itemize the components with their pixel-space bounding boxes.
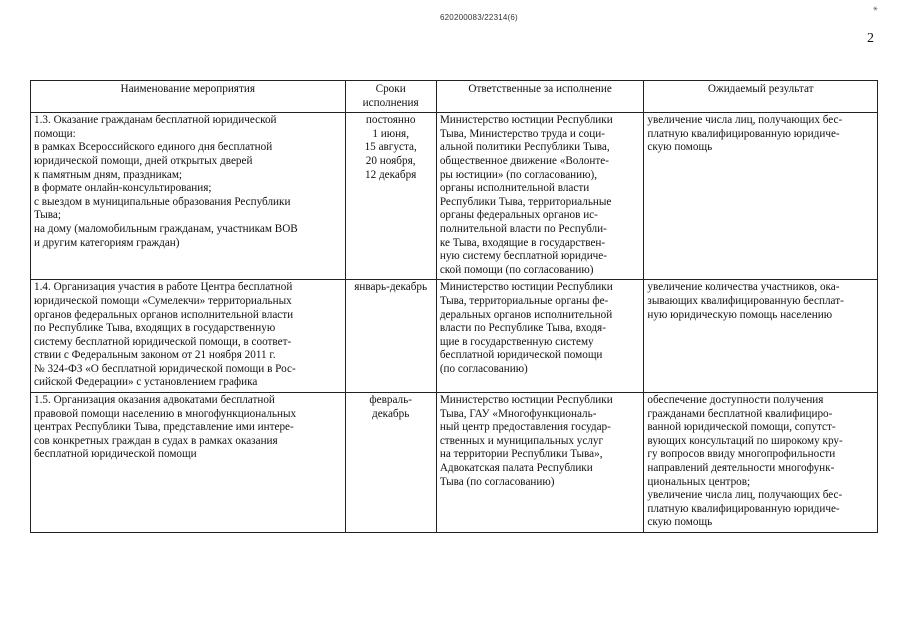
expected-result-line: скую помощь (647, 141, 713, 154)
expected-result-cell (644, 113, 878, 280)
responsible-line: Министерство юстиции Республики (439, 114, 613, 127)
responsible-line: Тыва, территориальные органы фе- (439, 294, 609, 307)
expected-result-line: обеспечение доступности получения (647, 394, 824, 407)
activity-name-line: Тыва; (34, 209, 62, 222)
deadline-line: постоянно (365, 114, 416, 127)
responsible-line: общественное движение «Волонте- (439, 154, 609, 167)
responsible-line: ке Тыва, входящие в государствен- (439, 236, 606, 249)
responsible-line: власти по Республике Тыва, входя- (439, 322, 606, 335)
expected-result-line: гражданами бесплатной квалифициро- (647, 407, 833, 420)
responsible-line: альной политики Республики Тыва, (439, 141, 610, 154)
responsible-line: Тыва, Министерство труда и соци- (439, 127, 605, 140)
corner-mark: * (870, 5, 879, 17)
deadline-line: декабрь (372, 407, 410, 420)
column-header-name: Наименование мероприятия (31, 81, 346, 113)
responsible-line: ской помощи (по согласованию) (439, 263, 594, 276)
activity-name-line: юридической помощи «Сумелекчи» территориальных (34, 294, 292, 307)
activity-name-line: № 324-ФЗ «О бесплатной юридической помощи в Рос- (34, 362, 296, 375)
expected-result-line: циональных центров; (647, 475, 751, 488)
expected-result-line: зывающих квалифицированную бесплат- (647, 294, 844, 307)
table-header-row (31, 81, 878, 113)
activity-name-line: помощи: (34, 127, 76, 140)
responsible-cell (436, 280, 644, 393)
expected-result-line: ванной юридической помощи, сопутст- (647, 421, 836, 434)
responsible-line: Министерство юстиции Республики (439, 281, 613, 294)
activity-name-cell (31, 393, 346, 533)
deadline-cell (345, 280, 436, 393)
expected-result-line: гу вопросов ввиду многопрофильности (647, 448, 836, 461)
responsible-line: органы исполнительной власти (439, 182, 590, 195)
deadline-line: февраль- (369, 394, 412, 407)
activity-name-line: и другим категориям граждан) (34, 236, 180, 249)
responsible-line: Тыва (по согласованию) (439, 475, 555, 488)
activity-name-line: 1.3. Оказание гражданам бесплатной юридической (34, 114, 277, 127)
activity-name-line: ствии с Федеральным законом от 21 ноября 2011 г. (34, 349, 276, 362)
deadline-line: 20 ноября, (365, 154, 416, 167)
activity-name-line: юридической помощи, дней открытых дверей (34, 154, 253, 167)
document-id: 620200083/22314(6) (440, 13, 518, 22)
responsible-line: деральных органов исполнительной (439, 308, 613, 321)
responsible-line: бесплатной юридической помощи (439, 349, 603, 362)
deadline-line: 12 декабря (365, 168, 417, 181)
responsible-line: ную систему бесплатной юридиче- (439, 250, 607, 263)
activity-name-line: к памятным дням, праздникам; (34, 168, 183, 181)
activity-name-line: с выездом в муниципальные образования Республики (34, 195, 291, 208)
activity-name-line: 1.5. Организация оказания адвокатами бесплатной (34, 394, 275, 407)
expected-result-line: скую помощь (647, 516, 713, 529)
responsible-line: Республики Тыва, территориальные (439, 195, 612, 208)
activity-name-line: на дому (маломобильным гражданам, участникам ВОВ (34, 222, 298, 235)
column-header-dates: Сроки исполнения (345, 81, 436, 113)
responsible-cell (436, 393, 644, 533)
table-row (31, 280, 878, 393)
table-row (31, 393, 878, 533)
measures-table (30, 80, 878, 533)
expected-result-line: увеличение числа лиц, получающих бес- (647, 114, 843, 127)
responsible-line: (по согласованию) (439, 362, 528, 375)
table-row (31, 113, 878, 280)
column-header-responsible: Ответственные за исполнение (436, 81, 644, 113)
column-header-result: Ожидаемый результат (644, 81, 878, 113)
deadline-line: 1 июня, (372, 127, 409, 140)
expected-result-line: вующих консультаций по широкому кру- (647, 434, 843, 447)
responsible-line: ры юстиции» (по согласованию), (439, 168, 598, 181)
page-number: 2 (867, 31, 874, 46)
responsible-line: Министерство юстиции Республики (439, 394, 613, 407)
activity-name-line: сов конкретных граждан в судах в рамках оказания (34, 434, 278, 447)
deadline-cell (345, 393, 436, 533)
activity-name-line: систему бесплатной юридической помощи, в соответ- (34, 335, 292, 348)
responsible-line: Тыва, ГАУ «Многофункциональ- (439, 407, 597, 420)
responsible-line: полнительной власти по Республи- (439, 222, 607, 235)
expected-result-line: платную квалифицированную юридиче- (647, 127, 840, 140)
deadline-line: 15 августа, (364, 141, 417, 154)
expected-result-cell (644, 280, 878, 393)
responsible-line: Адвокатская палата Республики (439, 462, 593, 475)
expected-result-line: платную квалифицированную юридиче- (647, 502, 840, 515)
activity-name-cell (31, 113, 346, 280)
activity-name-line: в рамках Всероссийского единого дня бесплатной (34, 141, 273, 154)
activity-name-line: органов федеральных органов исполнительной власти (34, 308, 294, 321)
responsible-line: органы федеральных органов ис- (439, 209, 598, 222)
activity-name-line: в формате онлайн-консультирования; (34, 182, 212, 195)
activity-name-line: бесплатной юридической помощи (34, 448, 197, 461)
expected-result-line: направлений деятельности многофунк- (647, 462, 835, 475)
activity-name-line: сийской Федерации» с установлением графика (34, 376, 258, 389)
table-body (31, 113, 878, 533)
activity-name-cell (31, 280, 346, 393)
activity-name-line: правовой помощи населению в многофункциональных (34, 407, 297, 420)
deadline-line: январь-декабрь (354, 281, 428, 294)
expected-result-line: увеличение числа лиц, получающих бес- (647, 489, 843, 502)
expected-result-cell (644, 393, 878, 533)
expected-result-line: ную юридическую помощь населению (647, 308, 833, 321)
activity-name-line: центрах Республики Тыва, представление ими интере- (34, 421, 294, 434)
responsible-line: ственных и муниципальных услуг (439, 434, 604, 447)
activity-name-line: 1.4. Организация участия в работе Центра бесплатной (34, 281, 293, 294)
activity-name-line: по Республике Тыва, входящих в государственную (34, 322, 276, 335)
responsible-cell (436, 113, 644, 280)
expected-result-line: увеличение количества участников, ока- (647, 281, 840, 294)
deadline-cell (345, 113, 436, 280)
responsible-line: щие в государственную систему (439, 335, 594, 348)
responsible-line: ный центр предоставления государ- (439, 421, 611, 434)
responsible-line: на территории Республики Тыва», (439, 448, 603, 461)
